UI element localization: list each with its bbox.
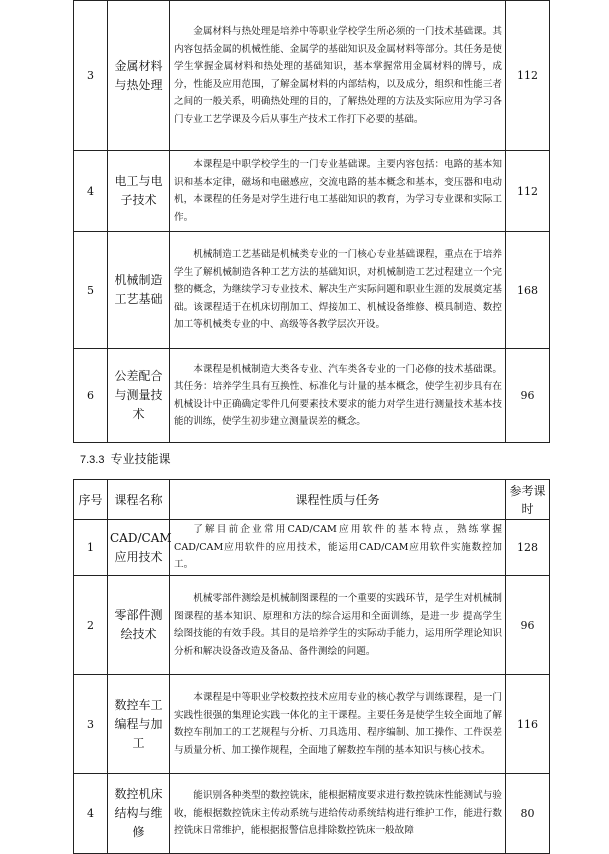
course-name: 数控车工编程与加工: [108, 675, 170, 774]
header-hours: 参考课时: [506, 480, 550, 520]
course-description: 能识别各种类型的数控铣床，能根据精度要求进行数控铣床性能测试与验收，能根据数控铣床主传动系统与进给传动系统结构进行维护工作，能进行数控铣床日常维护，能根据报警信息排除数控铣床一般故障: [170, 774, 506, 854]
section-number: 7.3.3: [80, 454, 105, 466]
course-name: 零部件测绘技术: [108, 576, 170, 675]
table-row: [74, 774, 550, 854]
course-hours: 112: [506, 1, 550, 151]
table-row: [74, 675, 550, 774]
row-number: 4: [74, 151, 108, 232]
row-number: 6: [74, 349, 108, 443]
table-row: [74, 520, 550, 576]
course-description: 本课程是机械制造大类各专业、汽车类各专业的一门必修的技术基础课。其任务：培养学生具有互换性、标准化与计量的基本概念，使学生初步具有在机械设计中正确确定零件几何要素技术要求的能力对学生进行测量技术基本技能的训练，使学生初步建立测量误差的概念。: [170, 349, 506, 443]
course-description: 本课程是中职学校学生的一门专业基础课。主要内容包括：电路的基本知识和基本定律，磁场和电磁感应，交流电路的基本概念和基本，变压器和电动机，本课程的任务是对学生进行电工基础知识的教育，为学习专业课和实际工作。: [170, 151, 506, 232]
table-header-row: [74, 480, 550, 520]
section-title: 专业技能课: [110, 452, 171, 466]
course-name: 机械制造工艺基础: [108, 232, 170, 349]
row-number: 4: [74, 774, 108, 854]
course-description: 本课程是中等职业学校数控技术应用专业的核心教学与训练课程，是一门实践性很强的集理论实践一体化的主干课程。主要任务是使学生较全面地了解数控车削加工的工艺规程与分析、刀具选用、程序编制、加工操作、工件误差与质量分析、加工操作规程，全面地了解数控车削的基本知识与核心技术。: [170, 675, 506, 774]
row-number: 5: [74, 232, 108, 349]
course-name: 电工与电子技术: [108, 151, 170, 232]
basic-courses-table: [73, 0, 550, 443]
header-description: 课程性质与任务: [170, 480, 506, 520]
skill-courses-table: [73, 479, 550, 854]
table-row: [74, 576, 550, 675]
course-hours: 128: [506, 520, 550, 576]
header-course-name: 课程名称: [108, 480, 170, 520]
row-number: 3: [74, 1, 108, 151]
header-number: 序号: [74, 480, 108, 520]
course-name: 金属材料与热处理: [108, 1, 170, 151]
course-name: 公差配合与测量技术: [108, 349, 170, 443]
course-description: 机械制造工艺基础是机械类专业的一门核心专业基础课程，重点在于培养学生了解机械制造各种工艺方法的基础知识，对机械制造工艺过程建立一个完整的概念，为继续学习专业技术、解决生产实际问题和职业生涯的发展奠定基础。该课程适于在机床切削加工、焊接加工、机械设备维修、模具制造、数控加工等机械类专业的中、高级等各教学层次开设。: [170, 232, 506, 349]
course-description: 了解目前企业常用CAD/CAM应用软件的基本特点，熟练掌握CAD/CAM应用软件的应用技术，能运用CAD/CAM应用软件实施数控加工。: [170, 520, 506, 576]
section-heading: [80, 450, 170, 467]
course-hours: 96: [506, 349, 550, 443]
course-description: 机械零部件测绘是机械制图课程的一个重要的实践环节，是学生对机械制图课程的基本知识、原理和方法的综合运用和全面训练，是进一步 提高学生绘图技能的有效手段。其目的是培养学生的实际动手能力，运用所学理论知识分析和解决设备改造及备品、备件测绘的问题。: [170, 576, 506, 675]
table-row: [74, 349, 550, 443]
course-description: 金属材料与热处理是培养中等职业学校学生所必须的一门技术基础课。其内容包括金属的机械性能、金属学的基础知识及金属材料等部分。其任务是使学生掌握金属材料和热处理的基础知识，基本掌握常用金属材料的牌号，成分，性能及应用范围，了解金属材料的内部结构，以及成分，组织和性能三者之间的一般关系，明确热处理的目的，了解热处理的方法及实际应用为学习各门专业工艺学课及今后从事生产技术工作打下必要的基础。: [170, 1, 506, 151]
course-hours: 80: [506, 774, 550, 854]
course-hours: 96: [506, 576, 550, 675]
table-row: [74, 151, 550, 232]
row-number: 2: [74, 576, 108, 675]
table-row: [74, 232, 550, 349]
course-hours: 116: [506, 675, 550, 774]
course-name: CAD/CAM应用技术: [108, 520, 170, 576]
table-row: [74, 1, 550, 151]
course-name: 数控机床结构与维修: [108, 774, 170, 854]
row-number: 3: [74, 675, 108, 774]
course-hours: 112: [506, 151, 550, 232]
row-number: 1: [74, 520, 108, 576]
course-hours: 168: [506, 232, 550, 349]
